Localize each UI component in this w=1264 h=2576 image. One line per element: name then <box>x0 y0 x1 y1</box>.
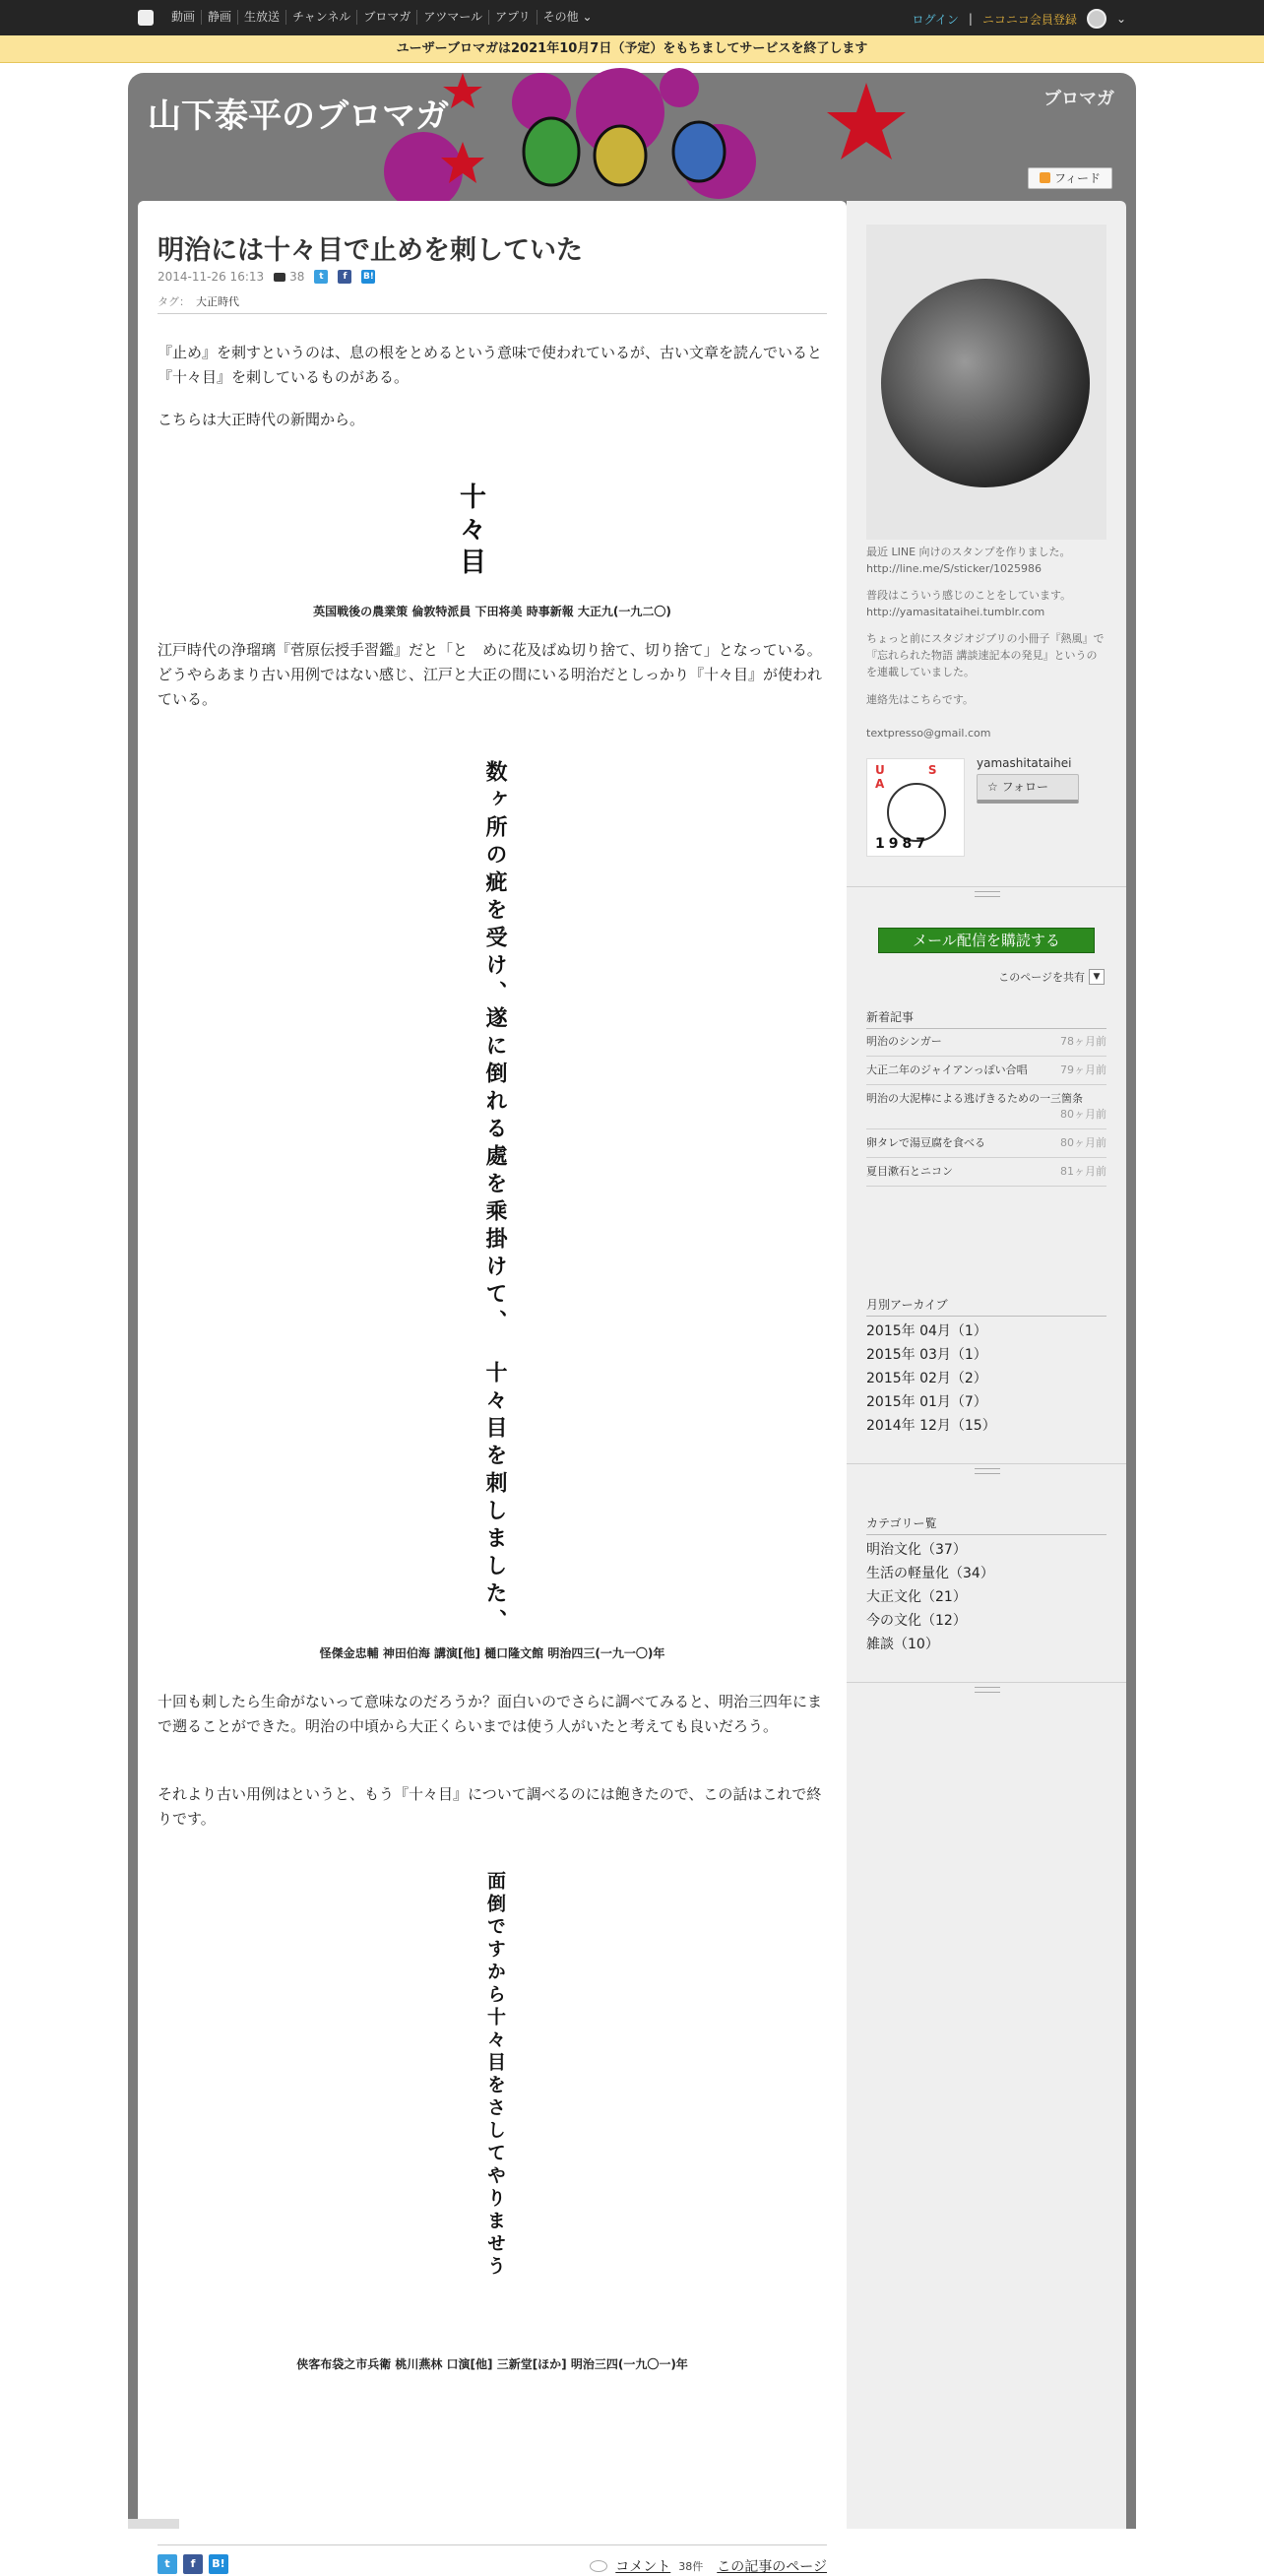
rss-icon <box>1040 172 1050 183</box>
profile-desc: 連絡先はこちらです。 <box>866 693 975 706</box>
username[interactable]: yamashitataihei <box>977 756 1072 770</box>
comment-count-footer: 38件 <box>678 2560 704 2573</box>
nav-item-live[interactable]: 生放送 <box>238 10 286 25</box>
decor-star <box>827 83 906 160</box>
share-page-label: このページを共有 <box>998 971 1085 984</box>
chevron-down-icon[interactable]: ⌄ <box>1115 12 1126 26</box>
category-item[interactable]: 雑談（10） <box>866 1637 939 1652</box>
footer-links <box>590 2556 827 2576</box>
dropdown-arrow-icon[interactable]: ▼ <box>1089 969 1105 985</box>
image-caption: 怪傑金忠輔 神田伯海 講演[他] 樋口隆文館 明治四三(一九一〇)年 <box>319 1646 665 1660</box>
comment-count[interactable]: 38 <box>289 270 305 284</box>
login-link[interactable]: ログイン <box>912 12 959 27</box>
nav-more-label: その他 <box>542 10 579 24</box>
category-item[interactable]: 今の文化（12） <box>866 1613 967 1629</box>
comment-link[interactable]: コメント <box>615 2559 671 2575</box>
recent-title: 夏目漱石とニコン <box>866 1165 953 1178</box>
archive-item[interactable]: 2015年 02月（2） <box>866 1371 987 1386</box>
mail-subscribe-button[interactable]: メール配信を購読する <box>878 928 1095 953</box>
share-page[interactable] <box>998 969 1105 985</box>
recent-ago: 78ヶ月前 <box>1060 1035 1106 1048</box>
recent-ago: 81ヶ月前 <box>1060 1165 1106 1178</box>
recent-title: 明治のシンガー <box>866 1035 942 1048</box>
archive-title: 月別アーカイブ <box>866 1296 1106 1317</box>
recent-item[interactable] <box>866 1028 1106 1057</box>
star-icon: ☆ <box>987 780 1002 794</box>
decor-circle <box>660 68 699 107</box>
recent-ago: 79ヶ月前 <box>1060 1063 1106 1076</box>
decor-star <box>443 73 482 108</box>
comment-bubble-icon <box>590 2560 607 2572</box>
scan-image-3: 面倒ですから十々目をさしてやりませう <box>484 1871 506 2279</box>
article-title[interactable]: 明治には十々目で止めを刺していた <box>158 235 583 266</box>
profile-photo <box>881 279 1090 487</box>
niconico-logo-icon[interactable] <box>138 10 154 26</box>
article-column <box>138 201 847 2575</box>
nav-item-douga[interactable]: 動画 <box>165 10 202 25</box>
recent-ago: 80ヶ月前 <box>1060 1108 1106 1121</box>
paragraph: それより古い用例はというと、もう『十々目』について調べるのには飽きたので、この話はこれで終りです。 <box>158 1785 822 1828</box>
contact-email: textpresso@gmail.com <box>866 727 991 740</box>
scan-image-2c: 十々目を刺しました、 <box>482 1361 508 1637</box>
twitter-icon[interactable]: t <box>158 2554 177 2574</box>
facebook-icon[interactable]: f <box>338 270 351 284</box>
global-nav-bar <box>0 0 1264 35</box>
nav-item-atsumaru[interactable]: アツマール <box>417 10 489 25</box>
sidebar <box>847 201 1126 2529</box>
paragraph: 十回も刺したら生命がないって意味なのだろうか？面白いのでさらに調べてみると、明治三四年にまで遡ることができた。明治の中頃から大正くらいまでは使う人がいたと考えても良いだろう。 <box>158 1693 823 1735</box>
user-avatar-icon[interactable] <box>1087 9 1106 29</box>
profile-desc: ちょっと前にスタジオジブリの小冊子『熱風』で『忘れられた物語 講談速記本の発見』というのを連載していました。 <box>866 632 1105 678</box>
article-tags <box>158 293 239 309</box>
section-grip <box>847 1463 1126 1475</box>
paragraph: こちらは大正時代の新聞から。 <box>158 411 365 428</box>
recent-item[interactable] <box>866 1158 1106 1187</box>
decor-circle <box>384 132 463 211</box>
twitter-icon[interactable]: t <box>314 270 328 284</box>
recent-item[interactable] <box>866 1057 1106 1085</box>
image-caption: 英国戦後の農業策 倫敦特派員 下田将美 時事新報 大正九(一九二〇) <box>313 605 671 618</box>
avatar-face <box>887 783 946 842</box>
recent-title: 明治の大泥棒による逃げきるための一三箇条 <box>866 1092 1083 1105</box>
feed-label: フィード <box>1053 171 1102 185</box>
nav-item-app[interactable]: アプリ <box>489 10 537 25</box>
article-date: 2014-11-26 16:13 <box>158 270 265 284</box>
footer-share <box>158 2554 228 2574</box>
article-page-link[interactable]: この記事のページ <box>717 2559 827 2575</box>
decor-figure <box>524 118 579 185</box>
recent-item[interactable] <box>866 1129 1106 1158</box>
section-grip <box>847 886 1126 898</box>
avatar-lettering: U S A <box>875 763 957 791</box>
nav-item-blomaga[interactable]: ブロマガ <box>357 10 417 25</box>
blomaga-logo[interactable]: ブロマガ <box>1043 89 1114 109</box>
recent-ago: 80ヶ月前 <box>1060 1136 1106 1149</box>
nav-item-seiga[interactable]: 静画 <box>202 10 238 25</box>
global-nav <box>165 10 599 25</box>
scan-image-2a: 数ヶ所の疵を受け、 <box>482 760 508 1008</box>
recent-title: 卵タレで湯豆腐を食べる <box>866 1136 985 1149</box>
category-title: カテゴリー覧 <box>866 1514 1106 1535</box>
archive-item[interactable]: 2014年 12月（15） <box>866 1418 996 1434</box>
category-item[interactable]: 大正文化（21） <box>866 1589 967 1605</box>
tag-label: タグ： <box>158 295 190 308</box>
archive-item[interactable]: 2015年 04月（1） <box>866 1323 987 1339</box>
follow-button[interactable] <box>977 774 1079 804</box>
image-caption: 侠客布袋之市兵衛 桃川燕林 口演[他] 三新堂[ほか] 明治三四(一九〇一)年 <box>296 2357 688 2371</box>
recent-title: 大正二年のジャイアンっぽい合唱 <box>866 1063 1028 1076</box>
recent-articles-title: 新着記事 <box>866 1008 1106 1029</box>
hatena-bookmark-icon[interactable]: B! <box>362 272 374 282</box>
paragraph: 『止め』を刺すというのは、息の根をとめるという意味で使われているが、古い文章を読んでいると『十々目』を刺しているものがある。 <box>158 344 823 386</box>
recent-articles <box>866 1028 1106 1187</box>
archive-item[interactable]: 2015年 03月（1） <box>866 1347 987 1363</box>
separator: | <box>968 12 973 26</box>
scroll-stub <box>128 2519 179 2529</box>
paragraph: 江戸時代の浄瑠璃『菅原伝授手習鑑』だと「と めに花及ばぬ切り捨て、切り捨て」となっている。どうやらあまり古い用例ではない感じ、江戸と大正の間にいる明治だとしっかり『十々目』が使われている。 <box>158 641 823 708</box>
register-link[interactable]: ニコニコ会員登録 <box>981 12 1077 27</box>
decor-figure <box>595 126 646 185</box>
tag-link[interactable]: 大正時代 <box>196 295 239 308</box>
blog-header <box>128 73 1136 201</box>
decor-figure <box>673 122 725 181</box>
divider <box>158 2544 827 2545</box>
recent-item[interactable] <box>866 1085 1106 1129</box>
user-avatar[interactable] <box>866 758 965 857</box>
chevron-down-icon: ⌄ <box>582 10 593 24</box>
nav-item-channel[interactable]: チャンネル <box>286 10 357 25</box>
scan-image-2b: 遂に倒れる處を乘掛けて、 <box>482 1006 508 1337</box>
divider <box>158 313 827 314</box>
comment-icon[interactable] <box>274 273 285 282</box>
profile-image <box>866 225 1106 540</box>
archive-list <box>866 1320 1106 1438</box>
nav-item-more[interactable] <box>537 10 599 25</box>
category-item[interactable]: 明治文化（37） <box>866 1542 967 1558</box>
account-area <box>912 9 1126 29</box>
service-end-notice: ユーザーブロマガは2021年10月7日（予定）をもちましてサービスを終了します <box>0 35 1264 63</box>
profile-desc: 最近 LINE 向けのスタンプを作りました。http://line.me/S/sticker/1025986 <box>866 546 1071 575</box>
feed-button[interactable] <box>1028 167 1112 189</box>
avatar-year: 1987 <box>875 836 929 852</box>
category-list <box>866 1538 1106 1656</box>
follow-label: フォロー <box>1001 780 1048 794</box>
article-meta <box>158 270 375 284</box>
archive-item[interactable]: 2015年 01月（7） <box>866 1394 987 1410</box>
blog-frame <box>128 73 1136 2575</box>
profile-desc: 普段はこういう感じのことをしています。http://yamasitataihei.tumblr.com <box>866 589 1072 618</box>
category-item[interactable]: 生活の軽量化（34） <box>866 1566 994 1581</box>
facebook-icon[interactable]: f <box>183 2554 203 2574</box>
scan-image-1: 十々目 <box>455 483 485 580</box>
hatena-bookmark-icon[interactable]: B! <box>209 2554 228 2574</box>
section-grip <box>847 1682 1126 1694</box>
blog-title[interactable]: 山下泰平のブロマガ <box>148 97 449 136</box>
